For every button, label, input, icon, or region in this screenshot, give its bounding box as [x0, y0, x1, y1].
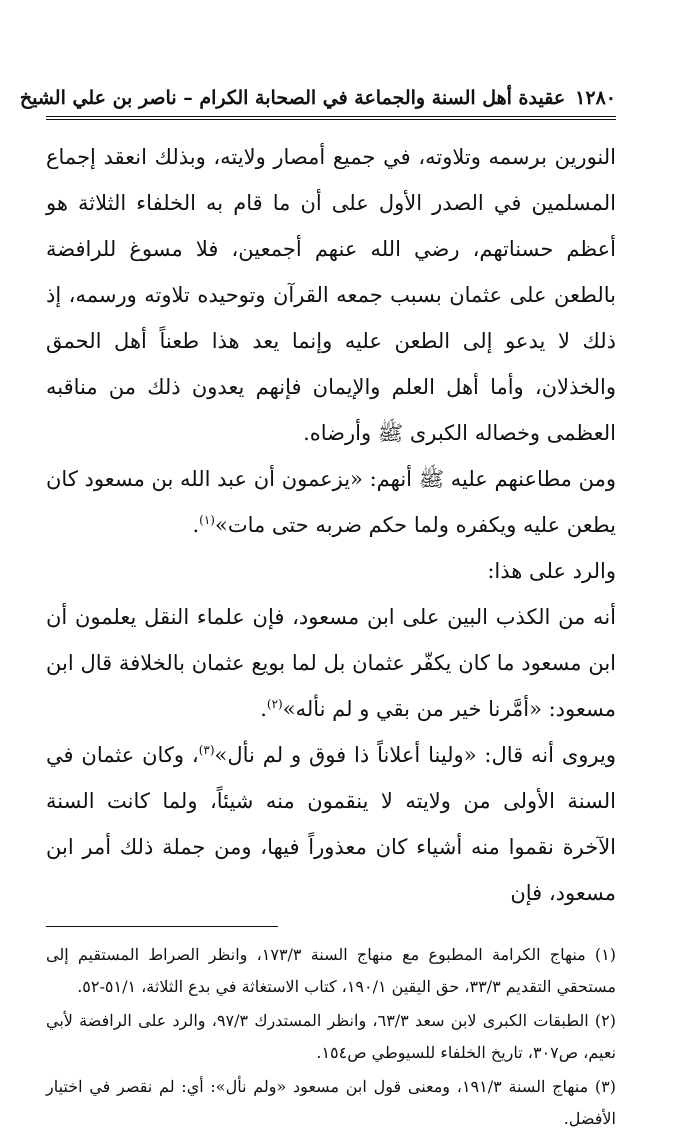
- page-number: ١٢٨٠: [575, 87, 616, 109]
- paragraph: النورين برسمه وتلاوته، في جميع أمصار ولايته، وبذلك انعقد إجماع المسلمين في الصدر الأول على أن ما قام به الخلفاء الثلاثة هو أعظم حسناتهم، رضي الله عنهم أجمعين، فلا مسوغ للرافضة بالطعن على عثمان بسبب جمعه القرآن وتوحيده تلاوته ورسمه، إذ ذلك لا يدعو إلى الطعن عليه وإنما يعد هذا طعناً أهل الحمق والخذلان، وأما أهل العلم والإيمان فإنهم يعدون ذلك من مناقبه العظمى وخصاله الكبرى ﷺ وأرضاه.: [46, 145, 616, 445]
- footnote-ref[interactable]: (١): [199, 513, 215, 527]
- running-header: [19, 84, 616, 112]
- running-title: عقيدة أهل السنة والجماعة في الصحابة الكرام – ناصر بن علي الشيخ: [19, 87, 566, 109]
- footnote-ref[interactable]: (٣): [198, 743, 215, 757]
- footnote-separator: [46, 926, 278, 927]
- header-rule-thin: [46, 119, 616, 120]
- footnote: (٣) منهاج السنة ١٩١/٣، ومعنى قول ابن مسعود «ولم نأل»: أي: لم نقصر في اختيار الأفضل.: [46, 1077, 616, 1128]
- paragraph: ويروى أنه قال: «ولينا أعلاناً ذا فوق و لم نأل»$^{(٣)}$، وكان عثمان في السنة الأولى من ولايته لا ينقمون منه شيئاً، ولما كانت السنة الآخرة نقموا منه أشياء كان معذوراً فيها، ومن جملة ذلك أمر ابن مسعود، فإن: [46, 743, 616, 905]
- footnote-ref[interactable]: (٢): [266, 697, 283, 711]
- header-rule-thick: [46, 116, 616, 117]
- footnote: (٢) الطبقات الكبرى لابن سعد ٦٣/٣، وانظر المستدرك ٩٧/٣، والرد على الرافضة لأبي نعيم، ص٣٠٧، تاريخ الخلفاء للسيوطي ص١٥٤.: [46, 1011, 617, 1062]
- paragraph: أنه من الكذب البين على ابن مسعود، فإن علماء النقل يعلمون أن ابن مسعود ما كان يكفّر عثمان بل لما بويع عثمان بالخلافة قال ابن مسعود: «أمَّرنا خير من بقي و لم نأله»$^{(٢)}$.: [46, 605, 616, 721]
- main-text: [46, 134, 616, 916]
- footnote: (١) منهاج الكرامة المطبوع مع منهاج السنة ١٧٣/٣، وانظر الصراط المستقيم إلى مستحقي التقديم ٣٣/٣، حق اليقين ١٩٠/١، كتاب الاستغاثة في بدع الثلاثة، ٥١/١-٥٢.: [46, 945, 617, 996]
- book-page: [19, 84, 617, 1137]
- paragraph: ومن مطاعنهم عليه ﷺ أنهم: «يزعمون أن عبد الله بن مسعود كان يطعن عليه ويكفره ولما حكم ضربه حتى مات»$^{(١)}$.: [46, 467, 616, 537]
- paragraph: والرد على هذا:: [487, 559, 616, 583]
